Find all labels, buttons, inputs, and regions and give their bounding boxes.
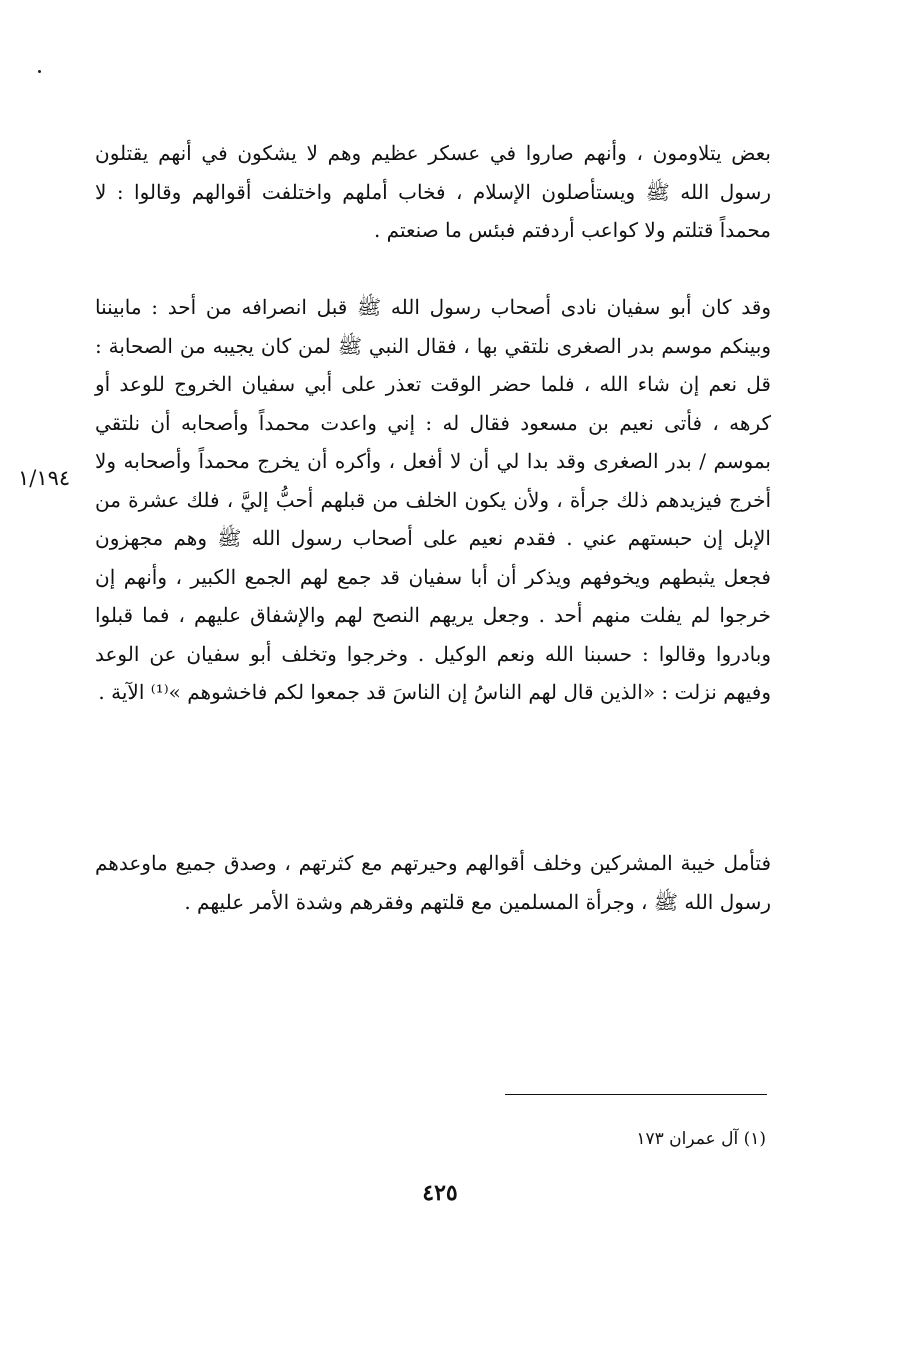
page-speck bbox=[38, 70, 41, 73]
paragraph-1: بعض يتلاومون ، وأنهم صاروا في عسكر عظيم وهم لا يشكون في أنهم يقتلون رسول الله ﷺ ويستأصلون الإسلام ، فخاب أملهم واختلفت أقوالهم وقالوا : لا محمداً قتلتم ولا كواعب أردفتم فبئس ما صنعتم . bbox=[95, 141, 771, 242]
paragraph-2: وقد كان أبو سفيان نادى أصحاب رسول الله ﷺ قبل انصرافه من أحد : مابيننا وبينكم موسم بدر الصغرى نلتقي بها ، فقال النبي ﷺ لمن كان يجيبه من الصحابة : قل نعم إن شاء الله ، فلما حضر الوقت تعذر على أبي سفيان الخروج للوعد أو كرهه ، فأتى نعيم بن مسعود فقال له : إني واعدت محمداً وأصحابه أن نلتقي بموسم / بدر الصغرى وقد بدا لي أن لا أفعل ، وأكره أن يخرج محمداً وأصحابه ولا أخرج فيزيدهم ذلك جرأة ، ولأن يكون الخلف من قبلهم أحبُّ إليَّ ، فلك عشرة من الإبل إن حبستهم عني . فقدم نعيم على أصحاب رسول الله ﷺ وهم مجهزون فجعل يثبطهم ويخوفهم ويذكر أن أبا سفيان قد جمع لهم الجمع الكبير ، وأنهم إن خرجوا لم يفلت منهم أحد . وجعل يريهم النصح لهم والإشفاق عليهم ، فما قبلوا وبادروا وقالوا : حسبنا الله ونعم الوكيل . وخرجوا وتخلف أبو سفيان عن الوعد وفيهم نزلت : «الذين قال لهم الناسُ إن الناسَ قد جمعوا لكم فاخشوهم »⁽¹⁾ الآية . bbox=[95, 295, 771, 704]
footnote-separator bbox=[505, 1094, 767, 1095]
margin-reference-note: ١/١٩٤ bbox=[18, 466, 71, 490]
page-number: ٤٢٥ bbox=[422, 1180, 458, 1206]
paragraph-3: فتأمل خيبة المشركين وخلف أقوالهم وحيرتهم مع كثرتهم ، وصدق جميع ماوعدهم رسول الله ﷺ ، وجرأة المسلمين مع قلتهم وفقرهم وشدة الأمر عليهم . bbox=[95, 851, 771, 914]
footnote: (١) آل عمران ١٧٣ bbox=[636, 1129, 766, 1149]
